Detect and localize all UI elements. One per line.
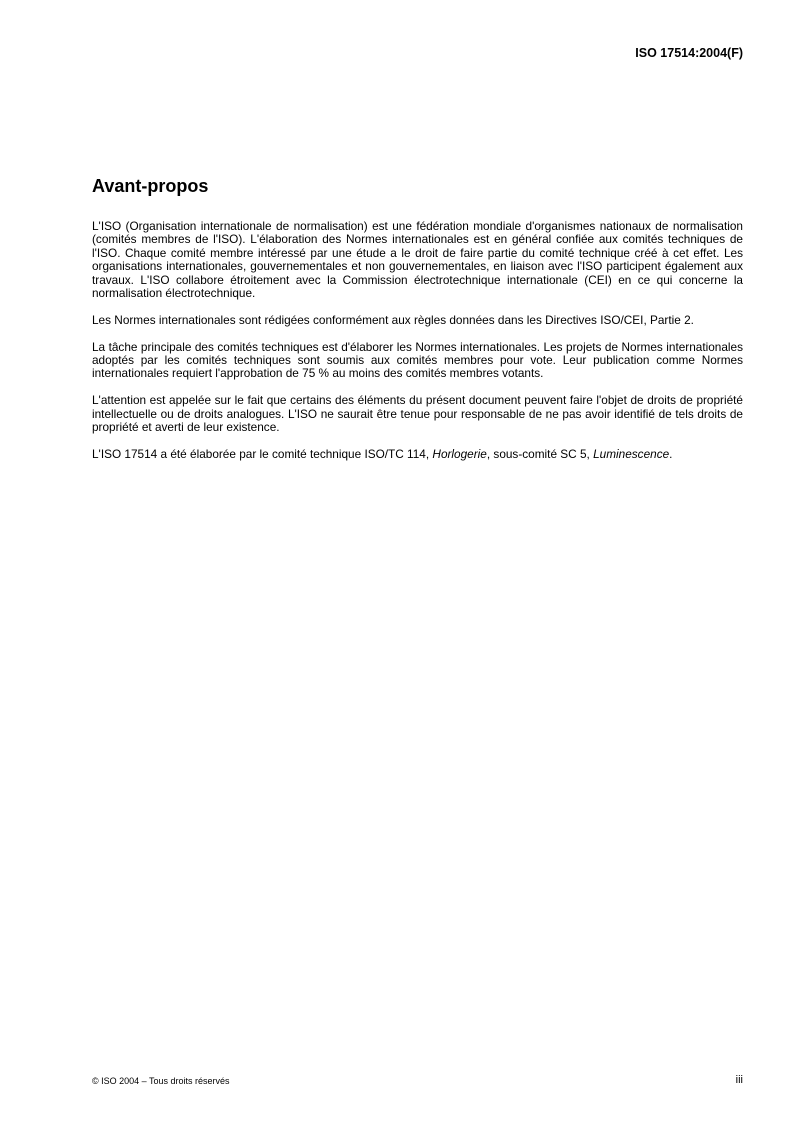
footer-copyright: © ISO 2004 – Tous droits réservés <box>92 1076 230 1086</box>
paragraph-committee <box>92 448 743 461</box>
italic-term: Luminescence <box>593 446 670 461</box>
text-run: , sous-comité SC 5, <box>486 446 594 461</box>
page-title: Avant-propos <box>92 176 209 196</box>
text-run: . <box>669 446 673 461</box>
paragraph: L'ISO (Organisation internationale de normalisation) est une fédération mondiale d'organismes nationaux de normalisation (comités membres de l'ISO). L'élaboration des Normes internationales est en général confiée aux comités techniques de l'ISO. Chaque comité membre intéressé par une étude a le droit de faire partie du comité technique créé à cet effet. Les organisations internationales, gouvernementales et non gouvernementales, en liaison avec l'ISO participent également aux travaux. L'ISO collabore étroitement avec la Commission électrotechnique internationale (CEI) en ce qui concerne la normalisation électrotechnique. <box>92 219 743 301</box>
paragraph: La tâche principale des comités techniques est d'élaborer les Normes internationales. Les projets de Normes internationales adoptés par les comités techniques sont soumis aux comités membres pour vote. Leur publication comme Normes internationales requiert l'approbation de 75 % au moins des comités membres votants. <box>92 339 743 381</box>
paragraph: Les Normes internationales sont rédigées conformément aux règles données dans les Directives ISO/CEI, Partie 2. <box>92 312 694 327</box>
text-run: L'ISO 17514 a été élaborée par le comité technique ISO/TC 114, <box>92 446 433 461</box>
body-text <box>92 220 743 475</box>
page-number: iii <box>735 1074 743 1086</box>
italic-term: Horlogerie <box>432 446 487 461</box>
paragraph: L'attention est appelée sur le fait que certains des éléments du présent document peuvent faire l'objet de droits de propriété intellectuelle ou de droits analogues. L'ISO ne saurait être tenue pour responsable de ne pas avoir identifié de tels droits de propriété et averti de leur existence. <box>92 393 743 435</box>
document-id: ISO 17514:2004(F) <box>635 46 743 60</box>
